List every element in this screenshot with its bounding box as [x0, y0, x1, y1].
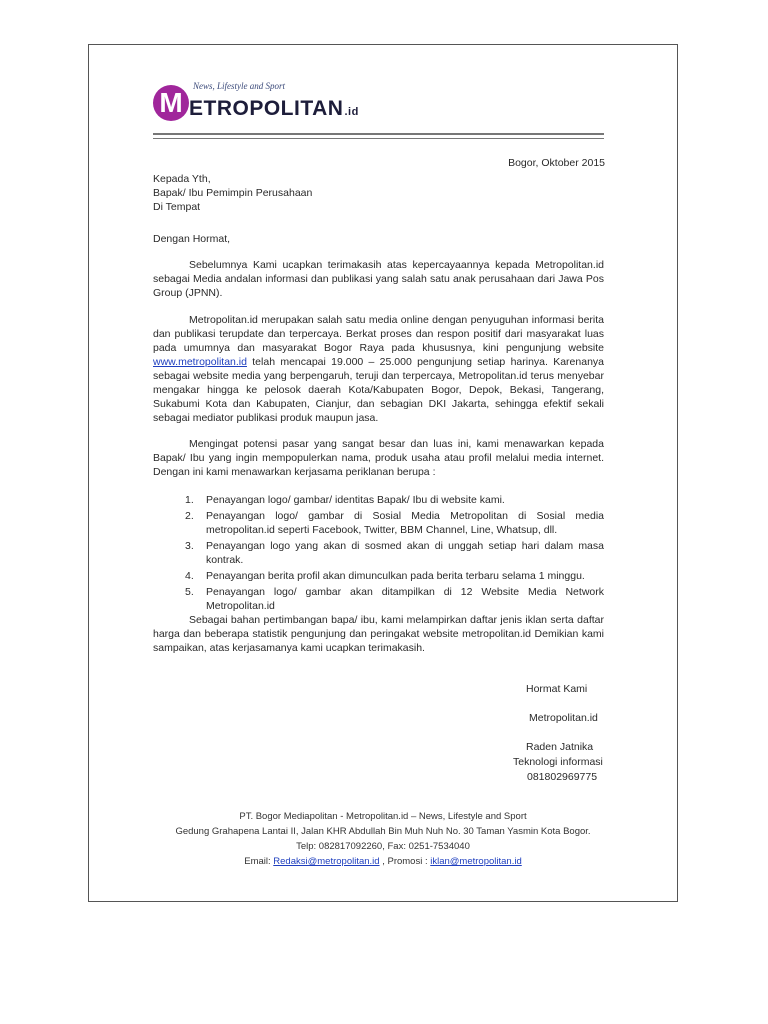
- company-name: Metropolitan.id: [529, 712, 598, 724]
- website-link[interactable]: www.metropolitan.id: [153, 356, 247, 368]
- list-text: Penayangan logo/ gambar di Sosial Media Metropolitan di Sosial media metropolitan.id seperti Facebook, Twitter, BBM Channel, Line, Whatsup, dll.: [206, 510, 604, 536]
- footer-phone: Telp: 082817092260, Fax: 0251-7534040: [296, 841, 470, 852]
- list-text: Penayangan logo/ gambar/ identitas Bapak/ Ibu di website kami.: [206, 494, 505, 506]
- list-text: Penayangan logo/ gambar akan ditampilkan di 12 Website Media Network Metropolitan.id: [206, 586, 604, 612]
- footer-email-separator: , Promosi :: [379, 856, 431, 867]
- address-line: Bapak/ Ibu Pemimpin Perusahaan: [153, 187, 313, 199]
- salutation: Dengan Hormat,: [153, 233, 231, 245]
- paragraph-about-text: Metropolitan.id merupakan salah satu media online dengan penyuguhan informasi berita dan publikasi terupdate dan terpercaya. Berkat proses dan respon positif dari masyarakat luas pada umumnya dan masyarakat Bogor Raya pada khususnya, kini pengunjung website: [153, 314, 604, 354]
- list-item: [153, 493, 604, 507]
- footer-email-line: [89, 854, 677, 869]
- promosi-email-link[interactable]: iklan@metropolitan.id: [430, 856, 522, 867]
- footer-company: PT. Bogor Mediapolitan - Metropolitan.id – News, Lifestyle and Sport: [239, 811, 527, 822]
- list-number: 4.: [185, 570, 194, 582]
- paragraph-about-text-cont: telah mencapai 19.000 – 25.000 pengunjung setiap harinya. Karenanya sebagai website media yang berpengaruh, teruji dan terpercaya, Metropolitan.id terus menyebar mengakar hingga ke pelosok daerah Kota/Kabupaten Bogor, Depok, Bekasi, Tangerang, Sukabumi Kota dan Kabupaten, Cianjur, dan sebagian DKI Jakarta, sehingga efektif sekali sebagai mediator publikasi produk maupun jasa.: [153, 356, 604, 424]
- list-number: 5.: [185, 586, 194, 598]
- logo-tagline: News, Lifestyle and Sport: [193, 81, 285, 91]
- paragraph-offer: Mengingat potensi pasar yang sangat besar dan luas ini, kami menawarkan kepada Bapak/ Ibu yang ingin mempopulerkan nama, produk usaha atau profil melalui media internet. Dengan ini kami menawarkan kerjasama periklanan berupa :: [153, 438, 604, 478]
- header-rule-thin: [153, 138, 604, 139]
- letter-page: [88, 44, 678, 902]
- list-item: [153, 539, 604, 567]
- logo-word-text: ETROPOLITAN: [189, 97, 344, 120]
- address-line: Kepada Yth,: [153, 173, 211, 185]
- signer-phone: 081802969775: [527, 771, 598, 783]
- header-rule-thick: [153, 133, 604, 135]
- list-number: 2.: [185, 510, 194, 522]
- footer-address: Gedung Grahapena Lantai II, Jalan KHR Abdullah Bin Muh Nuh No. 30 Taman Yasmin Kota Bogor.: [175, 826, 591, 837]
- paragraph-about: [153, 313, 604, 425]
- logo-wordmark: [189, 97, 359, 121]
- paragraph-closing: Sebagai bahan pertimbangan bapa/ ibu, kami melampirkan daftar jenis iklan serta daftar harga dan beberapa statistik pengunjung dan peringakat website metropolitan.id Demikian kami sampaikan, atas kerjasamanya kami ucapkan terimakasih.: [153, 614, 604, 654]
- closing-phrase: Hormat Kami: [526, 683, 588, 695]
- offer-list: [153, 493, 604, 615]
- list-text: Penayangan berita profil akan dimunculkan pada berita terbaru selama 1 minggu.: [206, 570, 585, 582]
- signer-title: Teknologi informasi: [513, 756, 603, 768]
- list-item: [153, 569, 604, 583]
- letter-date: Bogor, Oktober 2015: [508, 157, 605, 169]
- list-number: 1.: [185, 494, 194, 506]
- metropolitan-logo: [153, 81, 359, 127]
- recipient-address: [153, 172, 312, 214]
- address-line: Di Tempat: [153, 201, 201, 213]
- list-text: Penayangan logo yang akan di sosmed akan di unggah setiap hari dalam masa kontrak.: [206, 540, 604, 566]
- logo-m-badge: M: [153, 85, 189, 121]
- list-item: [153, 509, 604, 537]
- list-item: [153, 585, 604, 613]
- footer-email-label: Email:: [244, 856, 274, 867]
- logo-suffix: .id: [344, 106, 359, 118]
- list-number: 3.: [185, 540, 194, 552]
- paragraph-intro: Sebelumnya Kami ucapkan terimakasih atas kepercayaannya kepada Metropolitan.id sebagai Media andalan informasi dan publikasi yang salah satu anak perusahaan dari Jawa Pos Group (JPNN).: [153, 259, 604, 299]
- redaksi-email-link[interactable]: Redaksi@metropolitan.id: [273, 856, 380, 867]
- signer-name: Raden Jatnika: [526, 741, 594, 753]
- letter-footer: [89, 809, 677, 869]
